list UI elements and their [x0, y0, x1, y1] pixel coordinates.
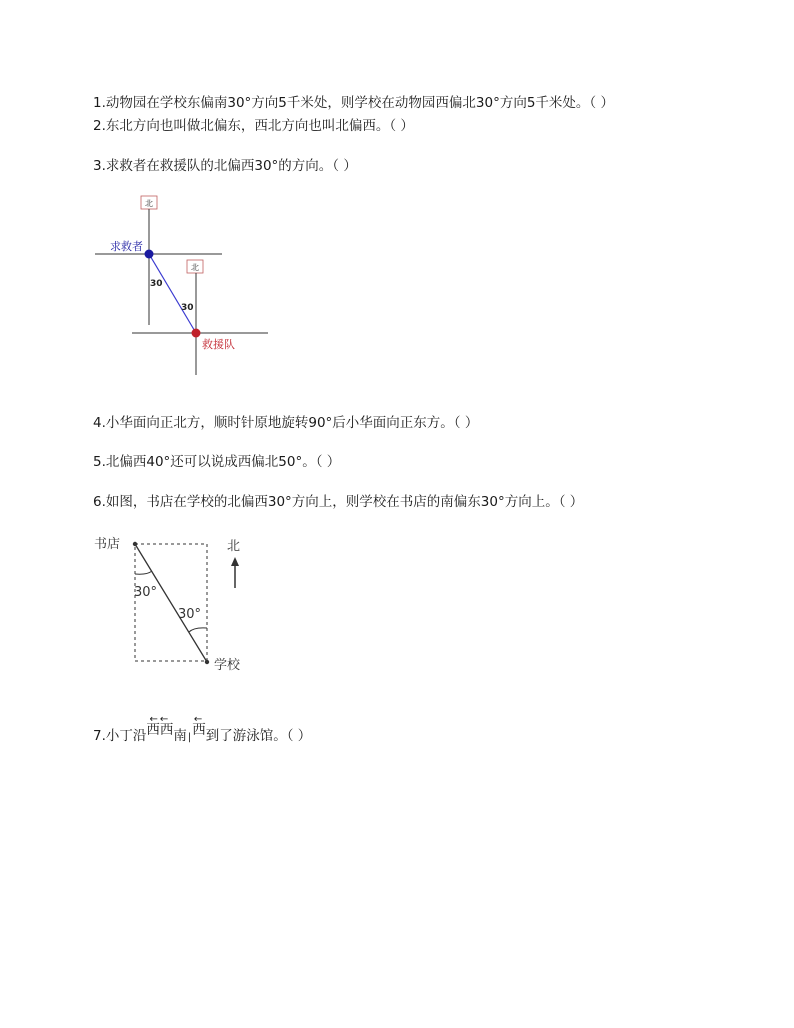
bookstore-point: [133, 542, 137, 546]
north-label: 北: [227, 539, 241, 554]
question-1: 1.动物园在学校东偏南30°方向5千米处，则学校在动物园西偏北30°方向5千米处。（ ）: [93, 95, 614, 111]
rescuer-label: 求救者: [110, 240, 143, 253]
q7-word1: 西西: [146, 722, 174, 738]
left-arrow-icon: ←: [193, 714, 205, 725]
question-6: 6.如图，书店在学校的北偏西30°方向上，则学校在书店的南偏东30°方向上。（ ）: [93, 494, 584, 510]
question-4: 4.小华面向正北方，顺时针原地旋转90°后小华面向正东方。（ ）: [93, 415, 479, 431]
team-point: [192, 329, 201, 338]
q7-word2: 西: [192, 722, 206, 738]
angle-label-1: 30: [150, 279, 163, 289]
school-point: [205, 660, 209, 664]
q7-separator: |: [187, 732, 192, 743]
angle-arc-1: [135, 571, 152, 574]
question-5: 5.北偏西40°还可以说成西偏北50°。（ ）: [93, 454, 341, 470]
angle-label-1: 30°: [134, 585, 158, 600]
team-label: 救援队: [202, 338, 235, 351]
q7-prefix: 7.小丁沿: [93, 728, 147, 744]
q7-word-with-arrows: [146, 714, 174, 745]
question-3: 3.求救者在救援队的北偏西30°的方向。（ ）: [93, 158, 357, 174]
north-arrow-head: [231, 557, 239, 566]
angle-label-2: 30°: [178, 607, 202, 622]
question-2: 2.东北方向也叫做北偏东，西北方向也叫北偏西。（ ）: [93, 118, 414, 134]
q7-word2-with-arrow: [192, 714, 206, 745]
angle-arc-2: [189, 628, 207, 632]
bookstore-school-line: [135, 544, 207, 662]
north-marker-label-1: 北: [145, 199, 153, 208]
angle-label-2: 30: [181, 303, 194, 313]
figure-rescue-diagram: [92, 190, 282, 380]
school-label: 学校: [214, 658, 241, 673]
bookstore-label: 书店: [94, 537, 121, 552]
left-arrow-icon: ←←: [149, 714, 171, 725]
rescuer-point: [145, 250, 154, 259]
q7-mid: 南: [173, 728, 187, 744]
figure-bookstore-school: [90, 528, 260, 680]
question-7: [93, 714, 312, 747]
q7-suffix: 到了游泳馆。（ ）: [205, 728, 312, 744]
north-marker-label-2: 北: [191, 263, 199, 272]
